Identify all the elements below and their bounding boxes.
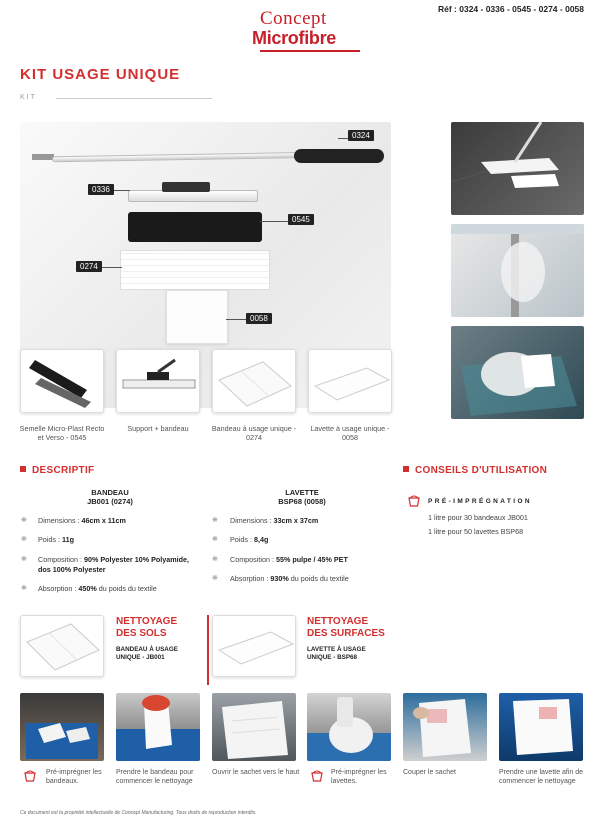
spec-bandeau-dimensions: Dimensions : 46cm x 11cm <box>38 516 126 525</box>
nettoyage-surfaces-title: NETTOYAGE DES SURFACES <box>307 616 385 639</box>
step-photo-2 <box>116 693 200 761</box>
step-caption-1: Pré-imprégner les bandeaux. <box>46 769 102 785</box>
conseil-line: 1 litre pour 30 bandeaux JB001 <box>428 513 528 522</box>
disposable-band <box>120 250 270 290</box>
step-photo-5 <box>403 693 487 761</box>
bullet-icon: ❋ <box>212 536 218 543</box>
bucket-icon <box>24 770 36 782</box>
step-photo-6 <box>499 693 583 761</box>
thumbnail-support <box>116 349 200 413</box>
thumbnail-caption: Semelle Micro-Plast Recto et Verso - 0545 <box>19 424 105 442</box>
logo-line-2: Microfibre <box>252 28 337 48</box>
spec-bandeau-absorption: Absorption : 450% du poids du textile <box>38 584 157 593</box>
thumbnail-caption: Bandeau à usage unique - 0274 <box>211 424 297 442</box>
conseil-line: 1 litre pour 50 lavettes BSP68 <box>428 527 524 536</box>
spec-bandeau-composition: Composition : 90% Polyester 10% Polyamide, dos 100% Polyester <box>38 555 190 574</box>
step-photo-3 <box>212 693 296 761</box>
mop-support <box>128 182 258 204</box>
telescopic-handle <box>32 152 382 164</box>
section-divider <box>207 615 209 685</box>
disposable-cloth <box>166 290 228 344</box>
step-caption-2: Prendre le bandeau pour commencer le nettoyage <box>116 769 194 785</box>
reference-numbers: Réf : 0324 - 0336 - 0545 - 0274 - 0058 <box>437 4 584 14</box>
tag-0336: 0336 <box>88 184 114 195</box>
copyright-footer: Ce document est la propriété intellectuelle de Concept Manufacturing. Tous droits de reproduction interdits. <box>20 810 257 816</box>
bullet-icon: ❋ <box>212 556 218 563</box>
lavette-title: LAVETTE BSP68 (0058) <box>278 488 326 506</box>
page-title: KIT USAGE UNIQUE <box>20 66 181 83</box>
bullet-icon: ❋ <box>21 556 27 563</box>
thumbnail-cloth <box>308 349 392 413</box>
spec-bandeau-weight: Poids : 11g <box>38 535 74 544</box>
thumbnail-caption: Support + bandeau <box>127 424 189 433</box>
pre-impregnation-heading: PRÉ-IMPRÉGNATION <box>428 498 533 505</box>
concept-microfibre-logo <box>240 4 370 52</box>
bullet-icon: ❋ <box>212 575 218 582</box>
side-photo-gloved-hand <box>451 224 584 317</box>
step-caption-5: Couper le sachet <box>403 769 456 776</box>
step-caption-3: Ouvrir le sachet vers le haut <box>212 769 300 776</box>
spec-lavette-weight: Poids : 8,4g <box>230 535 269 544</box>
descriptif-heading: DESCRIPTIF <box>20 465 94 476</box>
bucket-icon <box>311 770 323 782</box>
bullet-icon: ❋ <box>21 517 27 524</box>
step-photo-4 <box>307 693 391 761</box>
nettoyage-sols-image <box>20 615 104 677</box>
thumbnail-band <box>212 349 296 413</box>
subtitle-divider <box>56 98 212 99</box>
logo-underline <box>260 50 360 52</box>
side-photo-cloth-in-box <box>451 326 584 419</box>
spec-lavette-absorption: Absorption : 930% du poids du textile <box>230 574 349 583</box>
nettoyage-sols-subtitle: BANDEAU À USAGE UNIQUE - JB001 <box>116 646 178 661</box>
page-subtitle: KIT <box>20 94 37 101</box>
step-caption-6: Prendre une lavette afin de commencer le nettoyage <box>499 769 584 785</box>
bandeau-title: BANDEAU JB001 (0274) <box>87 488 133 506</box>
thumbnail-caption: Lavette à usage unique - 0058 <box>310 424 390 442</box>
tag-0324: 0324 <box>348 130 374 141</box>
step-caption-4: Pré-imprégner les lavettes. <box>331 769 387 785</box>
side-photo-floor-mopping <box>451 122 584 215</box>
nettoyage-surfaces-image <box>212 615 296 677</box>
bucket-icon <box>408 495 420 507</box>
bullet-icon: ❋ <box>21 536 27 543</box>
step-photo-1 <box>20 693 104 761</box>
thumbnail-sole <box>20 349 104 413</box>
conseils-heading: CONSEILS D'UTILISATION <box>403 465 547 476</box>
tag-0274: 0274 <box>76 261 102 272</box>
logo-line-1: Concept <box>260 8 327 29</box>
bullet-icon: ❋ <box>212 517 218 524</box>
micro-plast-sole <box>128 212 262 242</box>
spec-lavette-dimensions: Dimensions : 33cm x 37cm <box>230 516 319 525</box>
tag-0545: 0545 <box>288 214 314 225</box>
tag-0058: 0058 <box>246 313 272 324</box>
nettoyage-sols-title: NETTOYAGE DES SOLS <box>116 616 178 639</box>
bullet-icon: ❋ <box>21 585 27 592</box>
nettoyage-surfaces-subtitle: LAVETTE À USAGE UNIQUE - BSP68 <box>307 646 366 661</box>
spec-lavette-composition: Composition : 55% pulpe / 45% PET <box>230 555 348 564</box>
